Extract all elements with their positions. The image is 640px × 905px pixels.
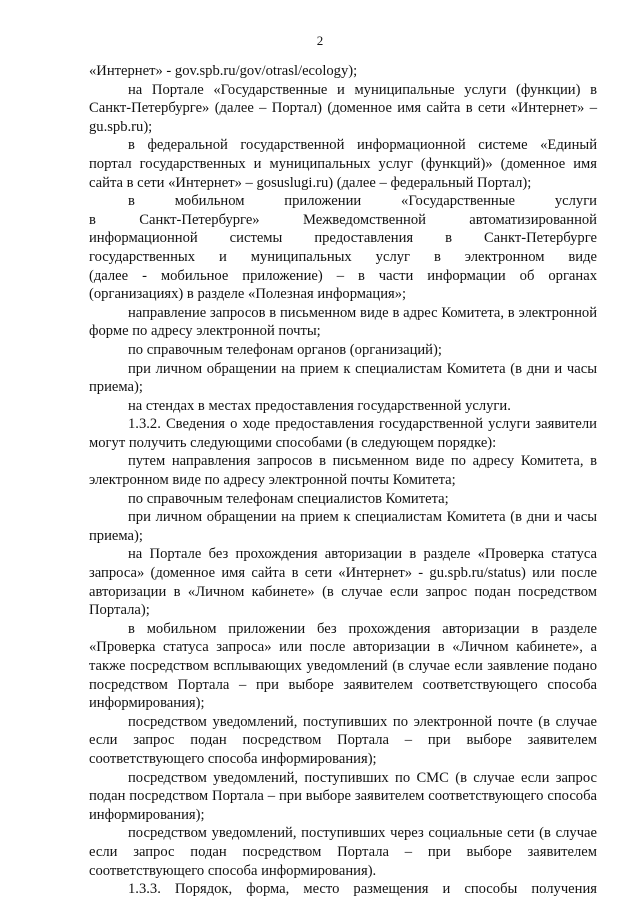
paragraph-federal-portal: в федеральной государственной информационной системе «Единый портал государственных и муниципальных услуг (функций)» (доменное имя сайта в сети «Интернет» – gosuslugi.ru) (далее – федеральный Портал);: [89, 137, 597, 191]
document-body: [89, 62, 597, 899]
paragraph-phones-2: по справочным телефонам специалистов Комитета;: [128, 490, 449, 507]
paragraph-stands: на стендах в местах предоставления государственной услуги.: [128, 397, 511, 414]
paragraph-portal-status: на Портале без прохождения авторизации в разделе «Проверка статуса запроса» (доменное имя сайта в сети «Интернет» - gu.spb.ru/status) или после авторизации в «Личном кабинете» (в случае если запрос подан посредством Портала);: [89, 546, 597, 619]
paragraph-personal-visit-2: при личном обращении на прием к специалистам Комитета (в дни и часы приема);: [89, 509, 597, 544]
paragraph-mobile-app-line4: государственных и муниципальных услуг в электронном виде: [89, 248, 597, 265]
paragraph-1-3-3: 1.3.3. Порядок, форма, место размещения и способы получения: [128, 881, 597, 898]
paragraph-email-notifications: посредством уведомлений, поступивших по электронной почте (в случае если запрос подан посредством Портала – при выборе заявителем соответствующего способа информирования);: [89, 713, 597, 767]
paragraph-portal: на Портале «Государственные и муниципальные услуги (функции) в Санкт-Петербурге» (далее – Портал) (доменное имя сайта в сети «Интернет» – gu.spb.ru);: [89, 81, 597, 135]
paragraph-continuation: «Интернет» - gov.spb.ru/gov/otrasl/ecology);: [89, 63, 358, 79]
paragraph-mobile-status: в мобильном приложении без прохождения авторизации в разделе «Проверка статуса запроса» или после авторизации в «Личном кабинете», а также посредством всплывающих уведомлений (в случае если заявление подано посредством Портала – при выборе заявителем соответствующего способа информирования);: [89, 620, 597, 712]
paragraph-written-requests-2: путем направления запросов в письменном виде по адресу Комитета, в электронном виде по адресу электронной почты Комитета;: [89, 453, 597, 489]
paragraph-mobile-app-line1: в мобильном приложении «Государственные услуги: [128, 193, 597, 210]
paragraph-1-3-2: 1.3.2. Сведения о ходе предоставления государственной услуги заявители могут получить следующими способами (в следующем порядке):: [89, 416, 597, 451]
page-number: 2: [316, 33, 324, 48]
paragraph-mobile-app-line2: в Санкт-Петербурге» Межведомственной автоматизированной: [89, 211, 597, 228]
paragraph-mobile-app-line5: (далее - мобильное приложение) – в части информации об органах (организациях) в разделе «Полезная информация»;: [89, 267, 597, 303]
paragraph-social-notifications: посредством уведомлений, поступивших через социальные сети (в случае если запрос подан посредством Портала – при выборе заявителем соответствующего способа информирования).: [89, 825, 597, 879]
paragraph-phones: по справочным телефонам органов (организаций);: [128, 341, 442, 358]
paragraph-sms-notifications: посредством уведомлений, поступивших по СМС (в случае если запрос подан посредством Портала – при выборе заявителем соответствующего способа информирования);: [89, 769, 597, 823]
paragraph-written-requests: направление запросов в письменном виде в адрес Комитета, в электронной форме по адресу электронной почты;: [89, 304, 597, 340]
paragraph-personal-visit: при личном обращении на прием к специалистам Комитета (в дни и часы приема);: [89, 360, 597, 396]
paragraph-mobile-app-line3: информационной системы предоставления в Санкт-Петербурге: [89, 230, 597, 247]
